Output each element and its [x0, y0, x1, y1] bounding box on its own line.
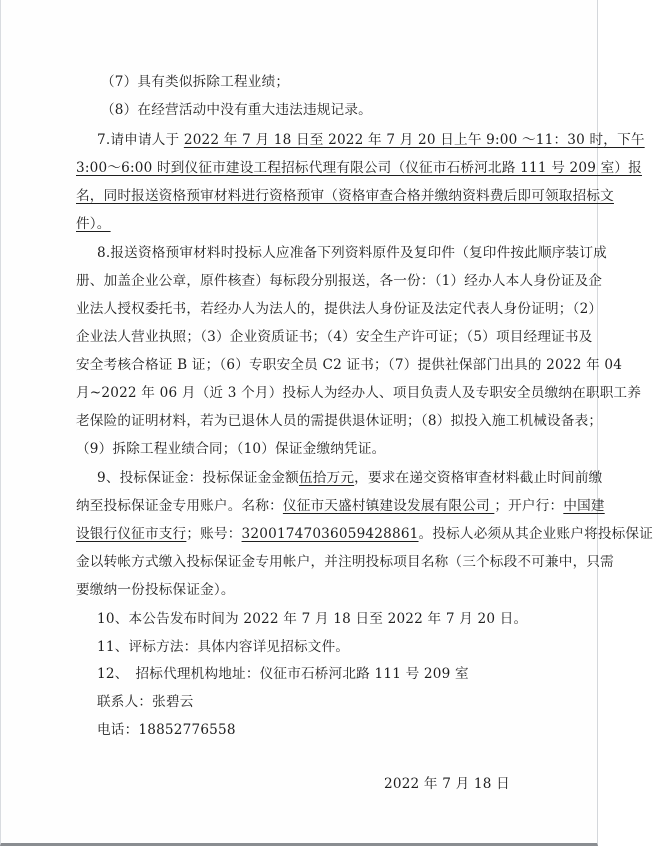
section-8-line-4: 企业法人营业执照；（3）企业资质证书；（4）安全生产许可证；（5）项目经理证书及	[76, 329, 593, 345]
section-9-line-2	[76, 497, 605, 515]
section-7-line-2: 3:00～6:00 时到仪征市建设工程招标代理有限公司（仪征市石桥河北路 111 号 209 室）报	[76, 160, 642, 176]
section-8-line-2: 册、加盖企业公章，原件核查）每标段分别报送，各一份：（1）经办人本人身份证及企	[76, 273, 603, 289]
account-name: 仪征市天盛村镇建设发展有限公司	[282, 498, 495, 514]
registration-time: 2022 年 7 月 18 日至 2022 年 7 月 20 日上午 9:00 ～11：30 时，下午	[183, 132, 645, 148]
account-number-label: ；账号：	[186, 526, 242, 542]
section-7-line-3: 名，同时报送资格预审材料进行资格预审（资格审查合格并缴纳资料费后即可领取招标文	[76, 188, 614, 204]
section-9-line-3	[76, 525, 653, 543]
section-9-line-4: 金以转帐方式缴入投标保证金专用帐户，并注明投标项目名称（三个标段不可兼中，只需	[76, 554, 614, 570]
account-name-label: 纳至投标保证金专用账户。名称：	[76, 498, 283, 514]
section-7-prefix: 7.请申请人于	[97, 132, 184, 148]
section-8-line-6: 月~2022 年 06 月（近 3 个月）投标人为经办人、项目负责人及专职安全员缴纳在职职工养	[76, 385, 642, 401]
requirement-item-7: （7）具有类似拆除工程业绩；	[101, 74, 290, 90]
section-8-line-8: （9）拆除工程业绩合同；（10）保证金缴纳凭证。	[76, 441, 386, 457]
section-9-line-5: 要缴纳一份投标保证金）。	[76, 582, 235, 598]
bank-name-part2: 设银行仪征市支行	[76, 526, 187, 542]
deposit-amount: 伍拾万元	[298, 470, 355, 486]
contact-person: 联系人：张碧云	[97, 694, 194, 710]
section-8-line-5: 安全考核合格证 B 证；（6）专职安全员 C2 证书；（7）提供社保部门出具的 2022 年 04	[76, 357, 623, 373]
contact-phone: 电话：18852776558	[97, 722, 236, 738]
requirement-item-8: （8）在经营活动中没有重大违法违规记录。	[101, 102, 372, 118]
section-8-line-1: 8.报送资格预审材料时投标人应准备下列资料原件及复印件（复印件按此顺序装订成	[97, 245, 607, 261]
section-8-line-3: 业法人授权委托书，若经办人为法人的，提供法人身份证及法定代表人身份证明；（2）	[76, 301, 603, 317]
section-8-line-7: 老保险的证明材料，若为已退休人员的需提供退休证明；（8）拟投入施工机械设备表；	[76, 413, 603, 429]
account-note: 。投标人必须从其企业账户将投标保证	[418, 526, 653, 542]
bank-label: ；开户行：	[494, 498, 564, 514]
section-7-line-1	[97, 131, 645, 149]
section-9-line-1	[97, 469, 602, 487]
bank-name-part1: 中国建	[563, 498, 605, 514]
deposit-requirement: ，要求在递交资格审查材料截止时间前缴	[354, 470, 603, 486]
account-number: 32001747036059428861	[241, 526, 419, 542]
section-7-line-4: 件）。	[76, 216, 111, 232]
document-date: 2022 年 7 月 18 日	[384, 776, 510, 792]
deposit-label: 9、投标保证金：投标保证金金额	[97, 470, 299, 486]
section-10: 10、本公告发布时间为 2022 年 7 月 18 日至 2022 年 7 月 20 日。	[97, 611, 528, 627]
section-11: 11、评标方法：具体内容详见招标文件。	[97, 639, 350, 655]
section-12: 12、 招标代理机构地址：仪征市石桥河北路 111 号 209 室	[97, 666, 469, 682]
